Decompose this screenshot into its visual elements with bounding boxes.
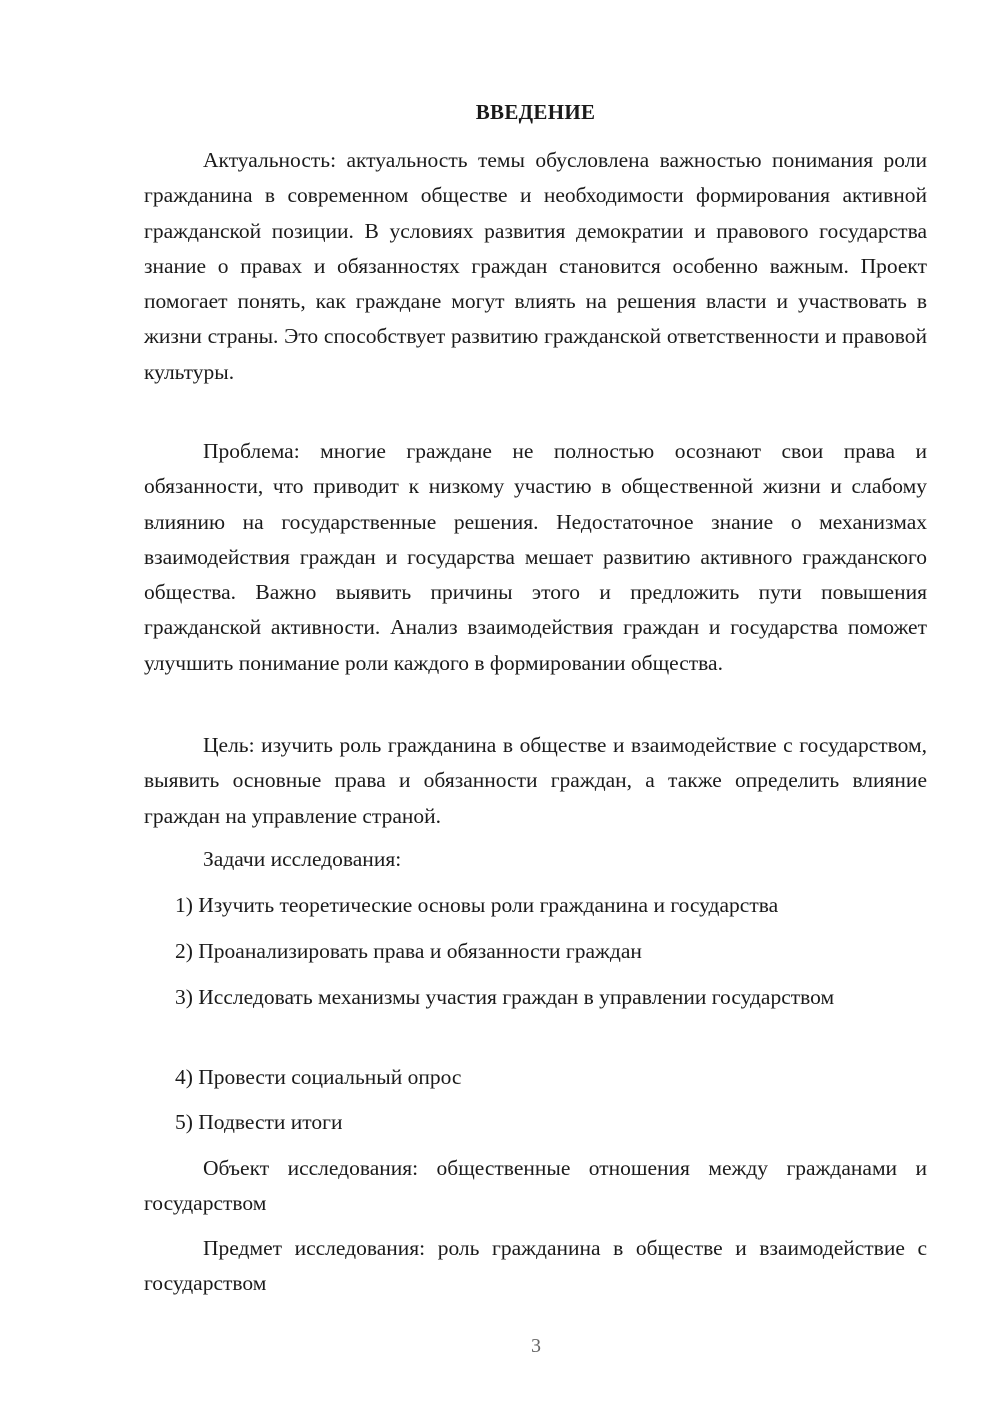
- goal-paragraph: Цель: изучить роль гражданина в обществе и взаимодействие с государством, выявить основные права и обязанности граждан, а также определить влияние граждан на управление страной.: [144, 733, 927, 828]
- subject-paragraph: Предмет исследования: роль гражданина в обществе и взаимодействие с государством: [144, 1236, 927, 1296]
- object-paragraph: Объект исследования: общественные отношения между гражданами и государством: [144, 1156, 927, 1216]
- task-item-5: 5) Подвести итоги: [175, 1110, 343, 1134]
- page-title: ВВЕДЕНИЕ: [475, 100, 596, 124]
- page-number: 3: [531, 1335, 541, 1357]
- tasks-heading: Задачи исследования:: [203, 847, 402, 871]
- task-item-2: 2) Проанализировать права и обязанности граждан: [175, 939, 642, 963]
- task-item-1: 1) Изучить теоретические основы роли гражданина и государства: [175, 893, 779, 917]
- problem-paragraph: Проблема: многие граждане не полностью осознают свои права и обязанности, что приводит к низкому участию в общественной жизни и слабому влиянию на государственные решения. Недостаточное знание о механизмах взаимодействия граждан и государства мешает развитию активного гражданского общества. Важно выявить причины этого и предложить пути повышения гражданской активности. Анализ взаимодействия граждан и государства поможет улучшить понимание роли каждого в формировании общества.: [144, 439, 927, 675]
- relevance-paragraph: Актуальность: актуальность темы обусловлена важностью понимания роли гражданина в современном обществе и необходимости формирования активной гражданской позиции. В условиях развития демократии и правового государства знание о правах и обязанностях граждан становится особенно важным. Проект помогает понять, как граждане могут влиять на решения власти и участвовать в жизни страны. Это способствует развитию гражданской ответственности и правовой культуры.: [144, 148, 927, 384]
- task-item-4: 4) Провести социальный опрос: [175, 1065, 462, 1089]
- task-item-3: 3) Исследовать механизмы участия граждан в управлении государством: [175, 985, 835, 1009]
